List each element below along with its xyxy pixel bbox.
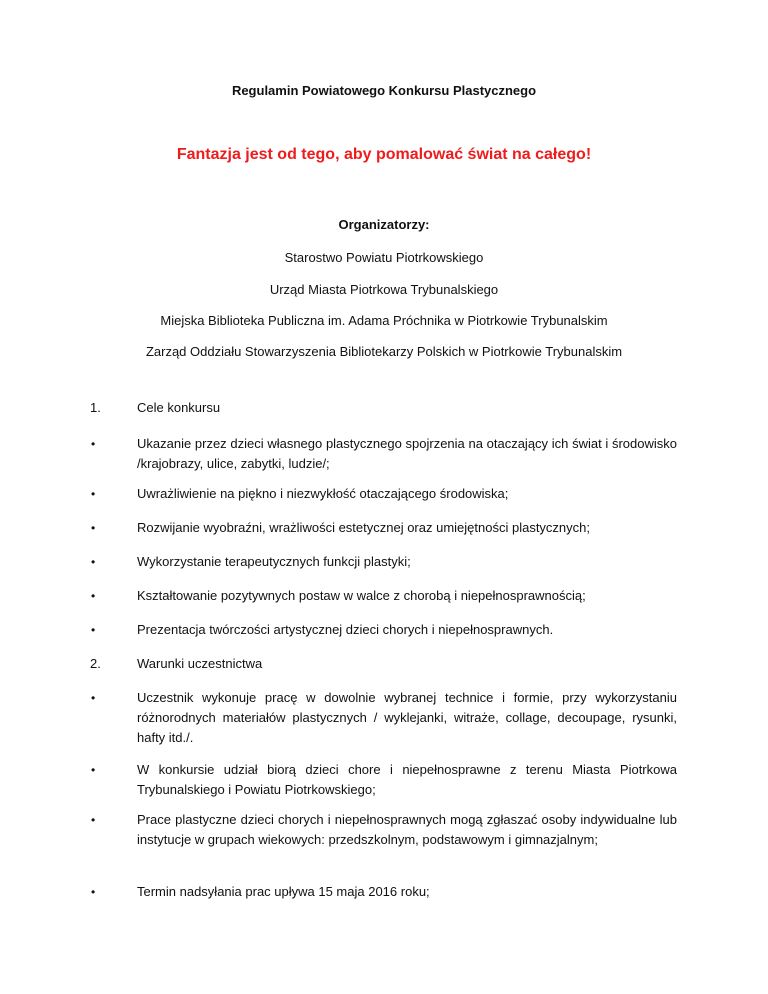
contest-motto: Fantazja jest od tego, aby pomalować świat na całego! bbox=[176, 146, 592, 163]
bullet-icon: • bbox=[91, 589, 96, 603]
list-item-text: W konkursie udział biorą dzieci chore i niepełnosprawne z terenu Miasta Piotrkowa Trybunalskiego i Powiatu Piotrkowskiego; bbox=[137, 762, 677, 797]
list-item-text: Wykorzystanie terapeutycznych funkcji plastyki; bbox=[137, 554, 411, 569]
list-item-text: Termin nadsyłania prac upływa 15 maja 2016 roku; bbox=[137, 884, 430, 899]
organizer-line: Miejska Biblioteka Publiczna im. Adama Próchnika w Piotrkowie Trybunalskim bbox=[160, 313, 608, 328]
bullet-icon: • bbox=[91, 885, 96, 899]
bullet-icon: • bbox=[91, 555, 96, 569]
organizers-heading: Organizatorzy: bbox=[338, 217, 430, 232]
section-number: 2. bbox=[90, 656, 101, 671]
list-item-text: Uwrażliwienie na piękno i niezwykłość otaczającego środowiska; bbox=[137, 486, 509, 501]
section-heading: Warunki uczestnictwa bbox=[137, 656, 263, 671]
list-item-text: Prezentacja twórczości artystycznej dzieci chorych i niepełnosprawnych. bbox=[137, 622, 554, 637]
list-item-text: Rozwijanie wyobraźni, wrażliwości estetycznej oraz umiejętności plastycznych; bbox=[137, 520, 591, 535]
bullet-icon: • bbox=[91, 487, 96, 501]
list-item-text: Uczestnik wykonuje pracę w dowolnie wybranej technice i formie, przy wykorzystaniu różnorodnych materiałów plastycznych / wyklejanki, witraże, collage, decoupage, rysunki, hafty itd./. bbox=[137, 690, 677, 745]
organizer-line: Urząd Miasta Piotrkowa Trybunalskiego bbox=[269, 282, 499, 297]
organizer-line: Starostwo Powiatu Piotrkowskiego bbox=[284, 250, 484, 265]
bullet-icon: • bbox=[91, 813, 96, 827]
bullet-icon: • bbox=[91, 521, 96, 535]
organizer-line: Zarząd Oddziału Stowarzyszenia Bibliotekarzy Polskich w Piotrkowie Trybunalskim bbox=[145, 344, 623, 359]
list-item-text: Prace plastyczne dzieci chorych i niepełnosprawnych mogą zgłaszać osoby indywidualne lub instytucje w grupach wiekowych: przedszkolnym, podstawowym i gimnazjalnym; bbox=[137, 812, 677, 847]
list-item-text: Kształtowanie pozytywnych postaw w walce z chorobą i niepełnosprawnością; bbox=[137, 588, 586, 603]
bullet-icon: • bbox=[91, 763, 96, 777]
section-heading: Cele konkursu bbox=[137, 400, 221, 415]
bullet-icon: • bbox=[91, 691, 96, 705]
bullet-icon: • bbox=[91, 623, 96, 637]
list-item-text: Ukazanie przez dzieci własnego plastycznego spojrzenia na otaczający ich świat i środowisko /krajobrazy, ulice, zabytki, ludzie/; bbox=[137, 436, 677, 471]
bullet-icon: • bbox=[91, 437, 96, 451]
section-number: 1. bbox=[90, 400, 101, 415]
document-title: Regulamin Powiatowego Konkursu Plastycznego bbox=[231, 83, 537, 98]
